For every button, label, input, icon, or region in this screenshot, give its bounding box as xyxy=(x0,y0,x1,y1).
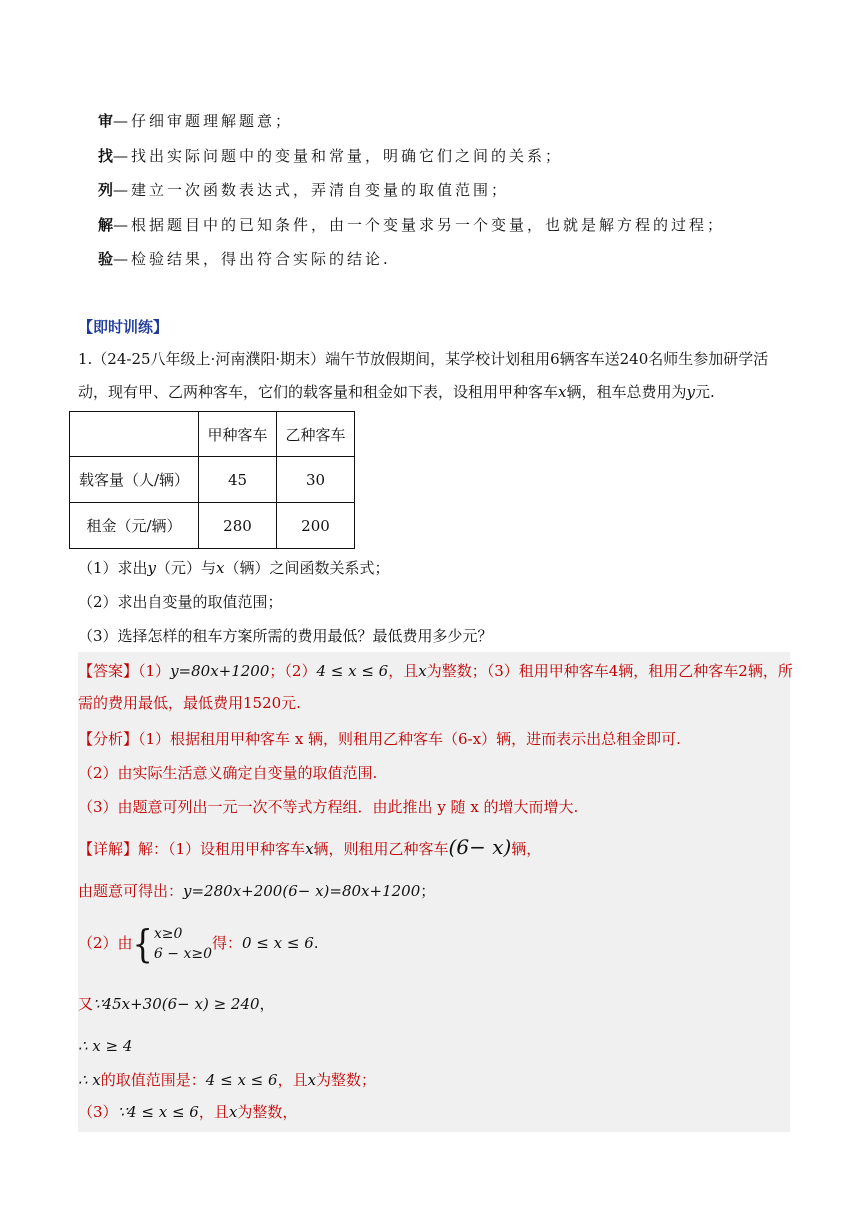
answer-line-1: 【答案】（1）y=80x+1200；（2）4 ≤ x ≤ 6，且x为整数；（3）租用甲种客车4辆，租用乙种客车2辆，所 xyxy=(78,662,793,680)
table-cell: 乙种客车 xyxy=(277,412,355,457)
analysis-line-1: 【分析】（1）根据租用甲种客车 x 辆，则租用乙种客车（6-x）辆，进而表示出总租金即可. xyxy=(78,730,681,748)
table-cell: 45 xyxy=(199,457,277,503)
table-header-row xyxy=(70,412,355,457)
section-title: 【即时训练】 xyxy=(78,318,169,336)
step-zhao: 找—找出实际问题中的变量和常量，明确它们之间的关系； xyxy=(98,146,564,165)
analysis-line-2: （2）由实际生活意义确定自变量的取值范围. xyxy=(78,764,378,782)
inequality-system: x≥0 6 − x≥0 xyxy=(153,926,212,962)
step-yan: 验—检验结果，得出符合实际的结论. xyxy=(98,250,391,268)
sub-question-2: （2）求出自变量的取值范围； xyxy=(78,593,283,611)
detail-line-3: （2）由{x≥0 6 − x≥0得：0 ≤ x ≤ 6. xyxy=(78,921,319,967)
sub-question-3: （3）选择怎样的租车方案所需的费用最低？最低费用多少元？ xyxy=(78,627,493,645)
detail-line-2: 由题意可得出：y=280x+200(6− x)=80x+1200； xyxy=(78,882,436,900)
table-cell xyxy=(70,412,199,457)
detail-line-6: ∴ x的取值范围是：4 ≤ x ≤ 6，且x为整数； xyxy=(78,1071,377,1089)
step-shen: 审—仔细审题理解题意； xyxy=(98,112,294,130)
table-row xyxy=(70,503,355,549)
step-lie: 列—建立一次函数表达式，弄清自变量的取值范围； xyxy=(98,181,510,199)
detail-line-5: ∴ x ≥ 4 xyxy=(78,1037,133,1055)
table-cell: 载客量（人/辆） xyxy=(70,457,199,503)
question-line-1: 1.（24-25八年级上·河南濮阳·期末）端午节放假期间，某学校计划租用6辆客车送240名师生参加研学活 xyxy=(78,350,769,368)
detail-line-4: 又∵45x+30(6− x) ≥ 240， xyxy=(78,995,275,1013)
solution-steps xyxy=(98,110,725,283)
analysis-line-3: （3）由题意可列出一元一次不等式方程组．由此推出 y 随 x 的增大而增大. xyxy=(78,798,579,816)
brace-icon: { xyxy=(132,921,153,967)
table-cell: 租金（元/辆） xyxy=(70,503,199,549)
step-jie: 解—根据题目中的已知条件，由一个变量求另一个变量，也就是解方程的过程； xyxy=(98,215,726,234)
table-cell: 280 xyxy=(199,503,277,549)
table-cell: 甲种客车 xyxy=(199,412,277,457)
table-row xyxy=(70,457,355,503)
table-cell: 200 xyxy=(277,503,355,549)
answer-line-2: 需的费用最低，最低费用1520元. xyxy=(78,694,301,712)
rental-table xyxy=(69,411,355,549)
detail-line-1: 【详解】解：（1）设租用甲种客车x辆，则租用乙种客车(6− x)辆， xyxy=(78,835,542,859)
detail-line-7: （3）∵4 ≤ x ≤ 6，且x为整数， xyxy=(78,1103,298,1121)
sub-question-1: （1）求出y（元）与x（辆）之间函数关系式； xyxy=(78,559,390,577)
table-cell: 30 xyxy=(277,457,355,503)
question-line-2: 动，现有甲、乙两种客车，它们的载客量和租金如下表，设租用甲种客车x辆，租车总费用为y元. xyxy=(78,383,715,401)
